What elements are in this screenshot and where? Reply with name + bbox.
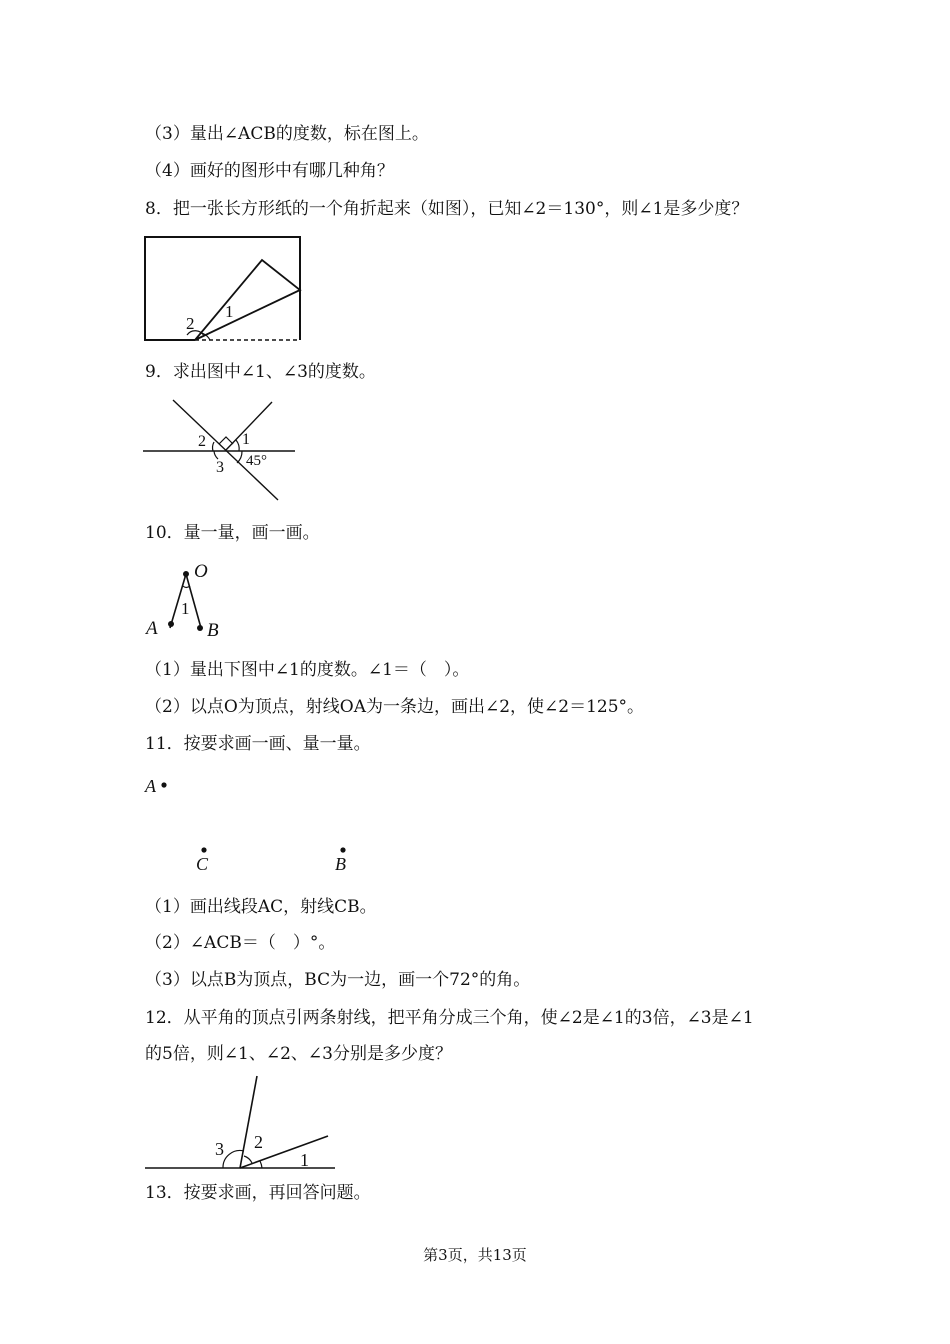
point-A-label: A [146,618,158,639]
points-figure [140,770,370,880]
point-B-label: B [207,620,219,641]
folded-paper-figure [140,232,310,347]
cross-label-2: 2 [198,433,206,450]
point-B-label: B [335,854,346,874]
question-12-line-2: 的5倍，则∠1、∠2、∠3分别是多少度？ [145,1044,452,1064]
question-11: 11．按要求画一画、量一量。 [145,734,371,754]
cross-label-3: 3 [216,459,224,476]
question-13: 13．按要求画，再回答问题。 [145,1183,371,1203]
question-7-part-3: （3）量出∠ACB的度数，标在图上。 [145,124,429,144]
intersecting-lines-figure [140,395,300,505]
straight-label-3: 3 [215,1139,224,1159]
question-11-part-3: （3）以点B为顶点，BC为一边，画一个72°的角。 [145,970,531,990]
point-A-label: A [145,776,156,796]
question-8: 8．把一张长方形纸的一个角折起来（如图），已知∠2＝130°，则∠1是多少度？ [145,199,749,219]
straight-label-2: 2 [254,1132,263,1152]
angle-aob-figure [140,556,240,646]
question-9: 9．求出图中∠1、∠3的度数。 [145,362,376,382]
fold-label-1: 1 [225,302,234,321]
angle-1-label: 1 [181,599,190,618]
question-12-line-1: 12．从平角的顶点引两条射线，把平角分成三个角，使∠2是∠1的3倍，∠3是∠1 [145,1008,754,1028]
point-O-label: O [194,561,208,582]
question-11-part-2: （2）∠ACB＝（ ）°。 [145,933,336,953]
question-10-part-1: （1）量出下图中∠1的度数。∠1＝（ ）。 [145,660,470,680]
straight-label-1: 1 [300,1150,309,1170]
question-11-part-1: （1）画出线段AC，射线CB。 [145,897,377,917]
straight-angle-figure [140,1072,340,1177]
point-C-label: C [196,854,209,874]
cross-label-1: 1 [242,431,250,448]
fold-label-2: 2 [186,314,195,333]
question-10-part-2: （2）以点O为顶点，射线OA为一条边，画出∠2，使∠2＝125°。 [145,697,645,717]
question-10: 10．量一量，画一画。 [145,523,320,543]
question-7-part-4: （4）画好的图形中有哪几种角？ [145,161,394,181]
page-footer: 第3页，共13页 [423,1246,527,1264]
cross-angle-45: 45° [246,453,267,469]
